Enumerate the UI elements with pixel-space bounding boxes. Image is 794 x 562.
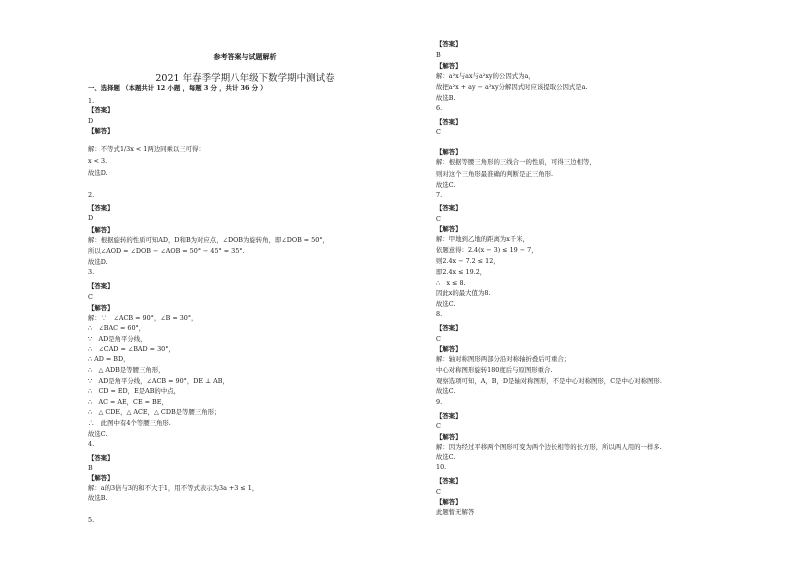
- text-line: 解：根据旋转的性质可知AD，D和B为对应点，∠DOB为旋转角，即∠DOB = 50°，: [88, 236, 329, 244]
- text-line: ∴ 此图中有4个等腰三角形.: [88, 419, 171, 427]
- text-line: 8.: [436, 310, 443, 318]
- text-line: C: [436, 488, 441, 496]
- text-line: 7.: [436, 191, 443, 199]
- text-line: 故选C.: [436, 300, 456, 308]
- answer-label: 【解答】: [436, 345, 462, 353]
- text-line: ∴ AD = BD，: [88, 355, 130, 363]
- text-line: 故选C.: [436, 453, 456, 461]
- text-line: C: [436, 215, 441, 223]
- text-line: 中心对称图形旋转180度后与原图形重合.: [436, 366, 553, 374]
- answer-label: 【解答】: [436, 498, 462, 506]
- text-line: 即2.4x ≤ 19.2，: [436, 268, 487, 276]
- text-line: C: [436, 128, 441, 136]
- text-line: 故选C.: [88, 430, 108, 438]
- text-line: 则2.4x − 7.2 ≤ 12，: [436, 257, 500, 265]
- text-line: 解：∵ ∠ACB = 90°，∠B = 30°，: [88, 314, 198, 322]
- text-line: ∵ AD是角平分线，: [88, 335, 147, 343]
- answer-label: 【解答】: [88, 127, 114, 135]
- text-line: 观察选项可知，A，B，D是轴对称图形，不是中心对称图形，C是中心对称图形.: [436, 377, 662, 385]
- answer-label: 【答案】: [436, 324, 462, 332]
- doc-title: 参考答案与试题解析: [213, 52, 277, 61]
- text-line: 故选C.: [436, 387, 456, 395]
- section-heading: 一、选择题 （本题共计 12 小题 ，每题 3 分 ，共计 36 分 ）: [88, 84, 267, 92]
- text-line: C: [88, 293, 93, 301]
- text-line: ∴ CD = ED，E是AB的中点，: [88, 387, 180, 395]
- text-line: B: [436, 51, 441, 59]
- text-line: ∴ AC = AE，CE = BE，: [88, 398, 168, 406]
- answer-label: 【解答】: [88, 304, 114, 312]
- answer-label: 【解答】: [88, 474, 114, 482]
- text-line: 故选B.: [436, 94, 456, 102]
- text-line: C: [436, 422, 441, 430]
- text-line: 2.: [88, 191, 95, 199]
- text-line: ∴ △ ADB是等腰三角形，: [88, 366, 165, 374]
- text-line: 依题意得：2.4(x − 3) ≤ 19 − 7，: [436, 246, 538, 254]
- text-line: x < 3.: [88, 157, 108, 165]
- text-line: 3.: [88, 268, 95, 276]
- text-line: 解：轴对称图形两部分沿对称轴折叠后可重合；: [436, 355, 571, 363]
- text-line: 10.: [436, 463, 447, 471]
- text-line: ∵ AD是角平分线，∠ACB = 90°，DE ⊥ AB，: [88, 377, 229, 385]
- answer-label: 【答案】: [436, 40, 462, 48]
- answer-label: 【解答】: [436, 148, 462, 156]
- answer-label: 【答案】: [88, 454, 114, 462]
- doc-subtitle: 2021 年春季学期八年级下数学期中测试卷: [155, 73, 335, 84]
- text-line: 因此x的最大值为8.: [436, 289, 491, 297]
- text-line: 此题暂无解答: [436, 508, 475, 516]
- text-line: ∴ ∠CAD = ∠BAD = 30°，: [88, 345, 175, 353]
- answer-label: 【答案】: [88, 282, 114, 290]
- text-line: ∴ △ CDE，△ ACE，△ CDB是等腰三角形；: [88, 408, 221, 416]
- text-line: 解：根据等腰三角形的三线合一的性质，可得三边相等，: [436, 158, 596, 166]
- answer-label: 【解答】: [88, 226, 114, 234]
- text-line: D: [88, 117, 94, 125]
- answer-label: 【解答】: [436, 62, 462, 70]
- answer-label: 【答案】: [88, 204, 114, 212]
- answer-label: 【解答】: [436, 225, 462, 233]
- text-line: 则对这个三角形最准确的判断是正三角形.: [436, 170, 554, 178]
- text-line: 1.: [88, 97, 95, 105]
- text-line: 故把a²x + ay − a²xy分解因式时应该提取公因式是a.: [436, 83, 588, 91]
- text-line: ∴ ∠BAC = 60°，: [88, 324, 146, 332]
- text-line: 解：a的3倍与3的和不大于1，用不等式表示为3a +3 ≤ 1，: [88, 484, 259, 492]
- text-line: 故选B.: [88, 494, 108, 502]
- answer-label: 【答案】: [436, 118, 462, 126]
- answer-label: 【答案】: [436, 477, 462, 485]
- text-line: D: [88, 214, 94, 222]
- text-line: B: [88, 464, 93, 472]
- answer-label: 【答案】: [88, 106, 114, 114]
- text-line: 解：因为经过平移两个图形可变为两个边长相等的长方形，所以两人用的一样多.: [436, 443, 662, 451]
- text-line: 9.: [436, 398, 443, 406]
- text-line: 5.: [88, 516, 95, 524]
- text-line: 6.: [436, 104, 443, 112]
- answer-label: 【答案】: [436, 204, 462, 212]
- answer-label: 【答案】: [436, 412, 462, 420]
- answer-label: 【解答】: [436, 433, 462, 441]
- text-line: 所以∠AOD = ∠DOB − ∠AOB = 50° − 45° = 35°.: [88, 247, 245, 255]
- text-line: 故选C.: [436, 181, 456, 189]
- text-line: 解：a²x与ax与a²xy的公因式为a，: [436, 72, 535, 80]
- text-line: 4.: [88, 440, 95, 448]
- text-line: 解：甲地到乙地的距离为x千米，: [436, 235, 530, 243]
- text-line: 故选D.: [88, 258, 108, 266]
- text-line: ∴ x ≤ 8.: [436, 279, 466, 287]
- text-line: 解：不等式1/3x < 1两边同乘以三可得：: [88, 145, 205, 153]
- text-line: C: [436, 335, 441, 343]
- text-line: 故选D.: [88, 169, 108, 177]
